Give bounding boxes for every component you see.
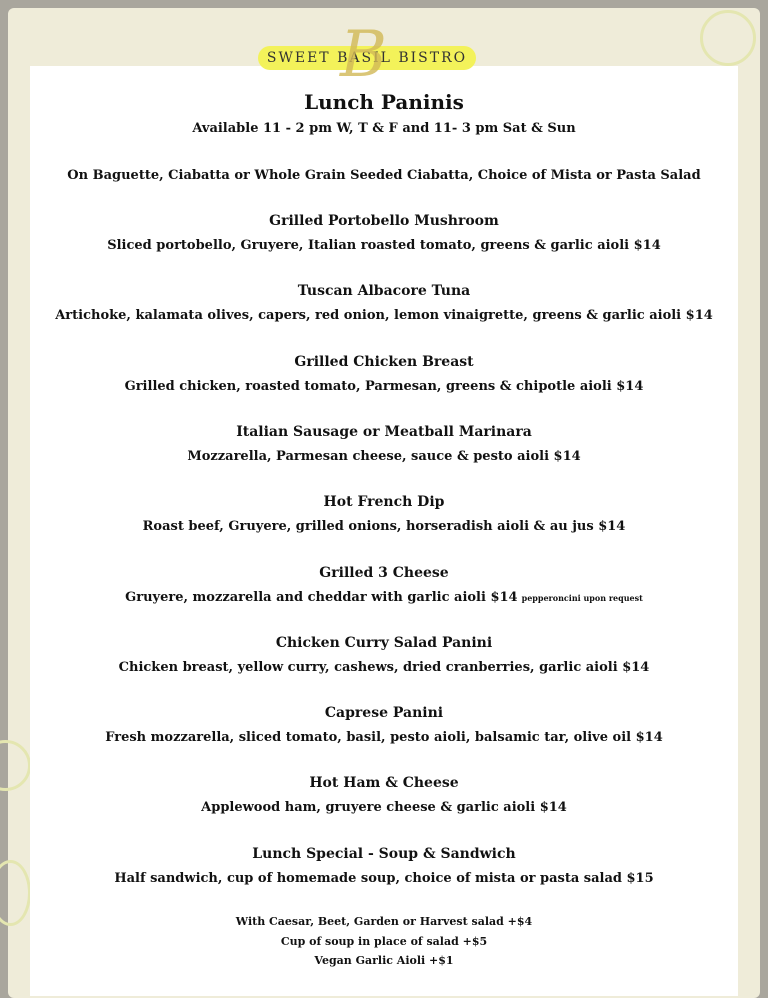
menu-item-desc-text: Gruyere, mozzarella and cheddar with garlic aioli $14: [125, 589, 518, 605]
menu-item-desc: [0, 238, 768, 253]
menu-item-desc-text: Applewood ham, gruyere cheese & garlic aioli $14: [201, 800, 567, 816]
menu-item-desc: [0, 660, 768, 675]
menu-item-desc: [0, 519, 768, 534]
menu-item-name: Grilled Chicken Breast: [294, 353, 474, 370]
menu-item-desc: [0, 379, 768, 394]
menu-item-desc-text: Mozzarella, Parmesan cheese, sauce & pesto aioli $14: [187, 448, 581, 464]
menu-item-desc-text: Artichoke, kalamata olives, capers, red onion, lemon vinaigrette, greens & garlic aioli $14: [55, 308, 713, 324]
menu-item-name: Caprese Panini: [324, 705, 444, 722]
menu-item-name: Lunch Special - Soup & Sandwich: [252, 845, 516, 862]
addon: With Caesar, Beet, Garden or Harvest salad +$4: [235, 915, 533, 928]
menu-item-desc: [0, 449, 768, 464]
bread-note: On Baguette, Ciabatta or Whole Grain Seeded Ciabatta, Choice of Mista or Pasta Salad: [67, 168, 701, 183]
menu-item-name: Hot Ham & Cheese: [309, 775, 459, 792]
menu-item-desc-text: Roast beef, Gruyere, grilled onions, horseradish aioli & au jus $14: [142, 519, 626, 535]
decorative-swirl: [700, 10, 756, 66]
menu-item-name: Italian Sausage or Meatball Marinara: [236, 423, 532, 440]
menu-item-desc-text: Grilled chicken, roasted tomato, Parmesan, greens & chipotle aioli $14: [124, 378, 644, 394]
brand-name: SWEET BASIL BISTRO: [266, 50, 468, 66]
menu-item-name: Grilled Portobello Mushroom: [269, 213, 499, 229]
menu-item-desc: [0, 730, 768, 745]
menu-item-desc-text: Sliced portobello, Gruyere, Italian roasted tomato, greens & garlic aioli $14: [107, 238, 661, 253]
addon: Vegan Garlic Aioli +$1: [314, 954, 454, 967]
menu-item-name: Chicken Curry Salad Panini: [275, 634, 493, 651]
menu-item-name: Grilled 3 Cheese: [319, 564, 449, 581]
menu-item-desc: [0, 590, 768, 605]
logo-monogram: B: [340, 18, 388, 92]
page-title: Lunch Paninis: [304, 90, 464, 114]
menu-item-name: Tuscan Albacore Tuna: [297, 283, 471, 300]
menu-item-desc-text: Half sandwich, cup of homemade soup, choice of mista or pasta salad $15: [114, 870, 654, 886]
menu-item-desc: [0, 308, 768, 323]
menu-item-desc-text: Chicken breast, yellow curry, cashews, dried cranberries, garlic aioli $14: [118, 659, 650, 675]
availability: Available 11 - 2 pm W, T & F and 11- 3 pm Sat & Sun: [192, 121, 576, 136]
menu-item-desc: [0, 871, 768, 886]
addon: Cup of soup in place of salad +$5: [280, 935, 488, 948]
menu-item-desc-text: Fresh mozzarella, sliced tomato, basil, pesto aioli, balsamic tar, olive oil $14: [105, 730, 663, 746]
menu-item-desc: [0, 800, 768, 815]
menu-item-note: pepperoncini upon request: [521, 592, 643, 603]
menu-item-name: Hot French Dip: [323, 494, 445, 511]
